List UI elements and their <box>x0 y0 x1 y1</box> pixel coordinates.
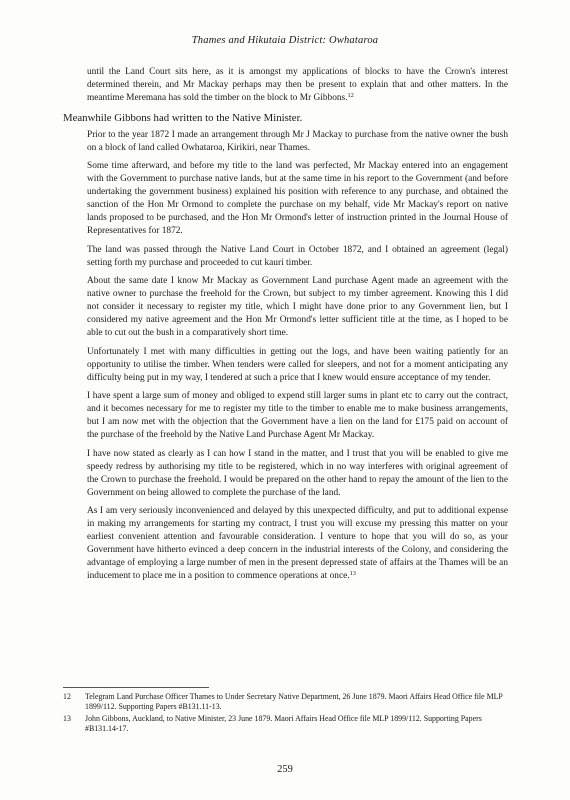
footnote-number: 13 <box>63 714 71 723</box>
paragraph: I have spent a large sum of money and obliged to expend still larger sums in plant etc to carry out the contract, and it becomes necessary for me to register my title to the timber to enable me to make business arrangements, but I am now met with the objection that the Government have a lien on the land for £175 paid on account of the purchase of the freehold by the Native Land Purchase Agent Mr Mackay. <box>87 391 508 440</box>
block-quote-2 <box>87 129 508 584</box>
paragraph: I have now stated as clearly as I can how I stand in the matter, and I trust that you will be enabled to give me speedy redress by authorising my title to be registered, which in no way interferes with original agreement of the Crown to purchase the freehold. I would be prepared on the other hand to repay the amount of the lien to the Government on being allowed to complete the purchase of the land. <box>87 448 508 498</box>
block-quote-1 <box>87 66 508 105</box>
footnotes <box>63 687 508 736</box>
footnote-divider <box>63 687 209 688</box>
paragraph: Unfortunately I met with many difficulties in getting out the logs, and have been waiting patiently for an opportunity to utilise the timber. When tenders were called for sleepers, and not for a moment anticipating any difficulty being put in my way, I tendered at such a price that I knew would ensure acceptance of my tender. <box>87 346 508 383</box>
paragraph: Prior to the year 1872 I made an arrangement through Mr J Mackay to purchase from the native owner the bush on a block of land called Owhataroa, Kirikiri, near Thames. <box>87 129 508 153</box>
footnote <box>63 714 508 734</box>
paragraph: The land was passed through the Native Land Court in October 1872, and I obtained an agreement (legal) setting forth my purchase and proceeded to cut kauri timber. <box>87 244 508 268</box>
footnote-text: Telegram Land Purchase Officer Thames to Under Secretary Native Department, 26 June 1879. Maori Affairs Head Office file MLP 1899/112. Supporting Papers #B131.11-13. <box>85 692 503 711</box>
footnote <box>63 692 508 712</box>
footnote-ref-13[interactable]: 13 <box>349 570 356 577</box>
paragraph <box>87 66 508 105</box>
footnote-ref-12[interactable]: 12 <box>347 92 354 99</box>
body-text <box>63 66 508 589</box>
page-number: 259 <box>277 764 293 775</box>
paragraph-text: until the Land Court sits here, as it is amongst my applications of blocks to have the Crown's interest determined therein, and Mr Mackay perhaps may then be present to explain that and other matters. In the meantime Meremana has sold the timber on the block to Mr Gibbons. <box>87 67 508 103</box>
paragraph: Some time afterward, and before my title to the land was perfected, Mr Mackay entered into an engagement with the Government to purchase native lands, but at the same time in his report to the Government (and before undertaking the government business) explained his position with reference to any purchase, and obtained the sanction of the Hon Mr Ormond to complete the purchase on my behalf, vide Mr Mackay's report on native lands proposed to be purchased, and the Hon Mr Ormond's letter of instruction printed in the Journal House of Representatives for 1872. <box>87 161 508 236</box>
lead-paragraph: Meanwhile Gibbons had written to the Native Minister. <box>63 111 303 124</box>
footnote-number: 12 <box>63 692 71 701</box>
paragraph-text: As I am very seriously inconvenienced and delayed by this unexpected difficulty, and put to additional expense in making my arrangements for starting my contract, I trust you will excuse my pressing this matter on your earliest convenient attention and favourable consideration. I venture to hope that you will do so, as your Government have hitherto evinced a deep concern in the industrial interests of the Colony, and considering the advantage of employing a large number of men in the present depressed state of affairs at the Thames will be an inducement to place me in a position to commence operations at once. <box>87 506 508 581</box>
footnote-text: John Gibbons, Auckland, to Native Minister, 23 June 1879. Maori Affairs Head Office file MLP 1899/112. Supporting Papers #B131.14-17. <box>85 714 482 733</box>
paragraph <box>87 505 508 583</box>
paragraph: About the same date I know Mr Mackay as Government Land purchase Agent made an agreement with the native owner to purchase the freehold for the Crown, but subject to my timber agreement. Knowing this I did not consider it necessary to register my title, which I might have done prior to any Government lien, but I considered my native agreement and the Hon Mr Ormond's letter sufficient title at the time, as I hoped to be able to cut out the bush in a comparatively short time. <box>87 276 508 338</box>
running-head: Thames and Hikutaia District: Owhataroa <box>191 35 379 46</box>
